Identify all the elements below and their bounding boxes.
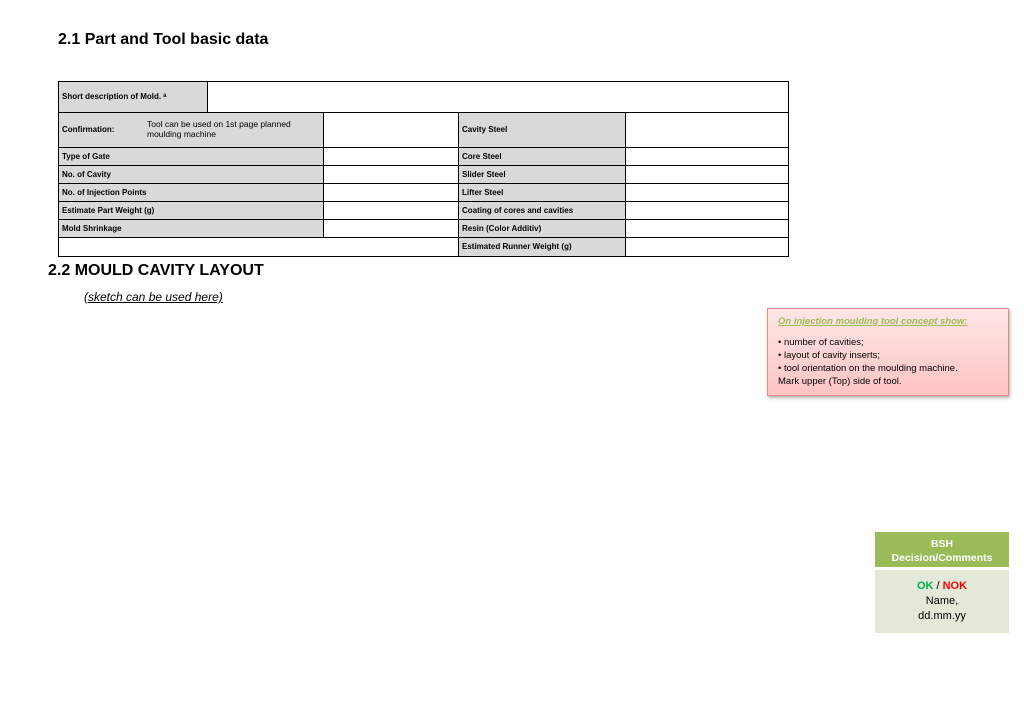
short-description-label: Short description of Mold. a	[59, 82, 208, 113]
bsh-header-line2: Decision/Comments	[891, 552, 993, 564]
coating-input[interactable]	[626, 202, 788, 220]
ok-label[interactable]: OK	[916, 580, 934, 592]
lifter-steel-label: Lifter Steel	[459, 184, 626, 202]
bsh-date: dd.mm.yy	[918, 610, 966, 622]
resin-label: Resin (Color Additiv)	[459, 220, 626, 238]
bsh-name: Name,	[925, 595, 959, 607]
note-line: • number of cavities;	[778, 337, 864, 348]
type-of-gate-label: Type of Gate	[59, 148, 324, 166]
cavity-steel-input[interactable]	[626, 113, 788, 148]
mold-shrinkage-input[interactable]	[324, 220, 459, 238]
section-title-part-tool-data: 2.1 Part and Tool basic data	[58, 31, 269, 48]
sketch-note: (sketch can be used here)	[84, 290, 223, 304]
confirmation-input[interactable]	[324, 113, 459, 148]
no-of-cavity-input[interactable]	[324, 166, 459, 184]
estimate-part-weight-input[interactable]	[324, 202, 459, 220]
empty-cell	[59, 238, 459, 256]
type-of-gate-input[interactable]	[324, 148, 459, 166]
mold-shrinkage-label: Mold Shrinkage	[59, 220, 324, 238]
coating-label: Coating of cores and cavities	[459, 202, 626, 220]
note-title: On injection moulding tool concept show:	[778, 316, 968, 327]
no-of-cavity-label: No. of Cavity	[59, 166, 324, 184]
separator: /	[933, 580, 943, 592]
slider-steel-input[interactable]	[626, 166, 788, 184]
no-of-injection-points-input[interactable]	[324, 184, 459, 202]
cavity-steel-label: Cavity Steel	[459, 113, 626, 148]
note-line: • layout of cavity inserts;	[778, 350, 881, 361]
note-line: Mark upper (Top) side of tool.	[778, 376, 902, 387]
estimate-part-weight-label: Estimate Part Weight (g)	[59, 202, 324, 220]
tool-concept-note	[767, 308, 1009, 396]
runner-weight-input[interactable]	[626, 238, 788, 256]
runner-weight-label: Estimated Runner Weight (g)	[459, 238, 626, 256]
no-of-injection-points-label: No. of Injection Points	[59, 184, 324, 202]
core-steel-label: Core Steel	[459, 148, 626, 166]
confirmation-label: Confirmation:	[59, 113, 143, 148]
bsh-decision-header	[875, 532, 1009, 567]
part-tool-data-table	[58, 81, 789, 257]
lifter-steel-input[interactable]	[626, 184, 788, 202]
slider-steel-label: Slider Steel	[459, 166, 626, 184]
short-description-input[interactable]	[208, 82, 788, 113]
bsh-decision-box[interactable]	[875, 570, 1009, 633]
nok-label[interactable]: NOK	[942, 580, 968, 592]
bsh-decision-status	[875, 579, 1009, 594]
note-line: • tool orientation on the moulding machine.	[778, 363, 958, 374]
section-title-mould-cavity-layout: 2.2 MOULD CAVITY LAYOUT	[48, 262, 264, 279]
core-steel-input[interactable]	[626, 148, 788, 166]
resin-input[interactable]	[626, 220, 788, 238]
confirmation-note: Tool can be used on 1st page planned moulding machine	[143, 113, 324, 148]
bsh-header-line1: BSH	[930, 538, 954, 550]
